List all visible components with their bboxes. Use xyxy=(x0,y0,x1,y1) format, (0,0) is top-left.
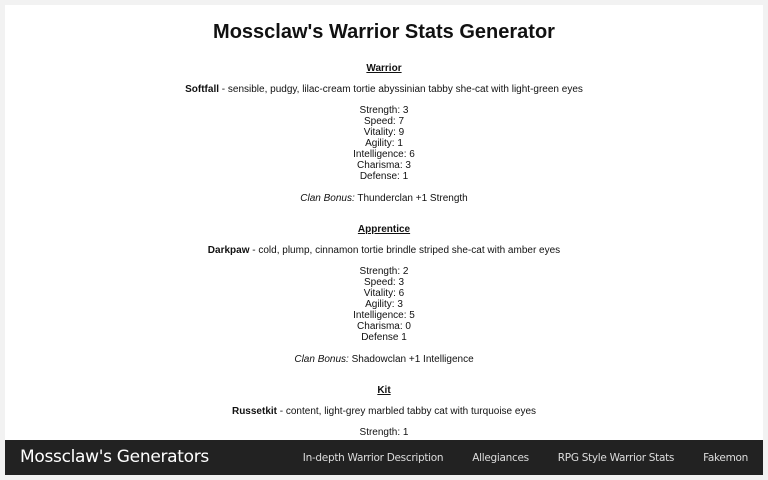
stat-strength: Strength: 3 xyxy=(359,105,409,116)
stat-charisma: Charisma: 0 xyxy=(357,321,411,332)
brand-link[interactable]: Mossclaw's Generators xyxy=(20,447,209,467)
stat-speed: Speed: 3 xyxy=(363,277,405,288)
stat-vitality: Vitality: 6 xyxy=(363,288,405,299)
nav-link-warrior-description[interactable]: In-depth Warrior Description xyxy=(302,451,444,464)
stat-agility: Agility: 1 xyxy=(365,138,403,149)
section-heading: Warrior xyxy=(366,63,402,74)
stat-defense: Defense 1 xyxy=(361,332,407,343)
clan-bonus xyxy=(5,193,763,204)
clan-bonus-value: Thunderclan +1 Strength xyxy=(354,193,468,204)
cat-name: Softfall xyxy=(185,84,219,95)
section-warrior xyxy=(5,63,763,204)
cat-traits: - content, light-grey marbled tabby cat with turquoise eyes xyxy=(276,406,537,417)
cat-traits: - cold, plump, cinnamon tortie brindle striped she-cat with amber eyes xyxy=(249,245,561,256)
stat-strength: Strength: 2 xyxy=(359,266,409,277)
clan-bonus xyxy=(5,354,763,365)
stat-defense: Defense: 1 xyxy=(359,171,409,182)
nav-link-rpg-stats[interactable]: RPG Style Warrior Stats xyxy=(557,451,675,464)
page-content xyxy=(5,5,763,475)
stat-speed: Speed: 7 xyxy=(363,116,405,127)
page-title: Mossclaw's Warrior Stats Generator xyxy=(213,21,555,43)
stat-strength: Strength: 1 xyxy=(359,427,409,438)
cat-description xyxy=(5,84,763,95)
nav-link-fakemon[interactable]: Fakemon xyxy=(703,451,748,464)
stat-intelligence: Intelligence: 5 xyxy=(353,310,415,321)
stats-list xyxy=(5,105,763,182)
stat-agility: Agility: 3 xyxy=(365,299,403,310)
cat-traits: - sensible, pudgy, lilac-cream tortie abyssinian tabby she-cat with light-green eyes xyxy=(219,84,583,95)
section-apprentice xyxy=(5,224,763,365)
stat-vitality: Vitality: 9 xyxy=(363,127,405,138)
clan-bonus-label: Clan Bonus: xyxy=(300,193,355,204)
cat-description xyxy=(5,245,763,256)
section-heading: Apprentice xyxy=(357,224,411,235)
clan-bonus-label: Clan Bonus: xyxy=(294,354,349,365)
cat-name: Darkpaw xyxy=(207,245,250,256)
section-kit xyxy=(5,385,763,438)
clan-bonus-value: Shadowclan +1 Intelligence xyxy=(348,354,474,365)
navbar xyxy=(5,440,763,475)
section-heading: Kit xyxy=(377,385,391,396)
generator-results xyxy=(5,63,763,449)
stat-charisma: Charisma: 3 xyxy=(357,160,411,171)
cat-name: Russetkit xyxy=(231,406,277,417)
cat-description xyxy=(5,406,763,417)
nav-links xyxy=(303,440,748,475)
stats-list xyxy=(5,427,763,438)
stat-intelligence: Intelligence: 6 xyxy=(353,149,415,160)
nav-link-allegiances[interactable]: Allegiances xyxy=(472,451,529,464)
stats-list xyxy=(5,266,763,343)
